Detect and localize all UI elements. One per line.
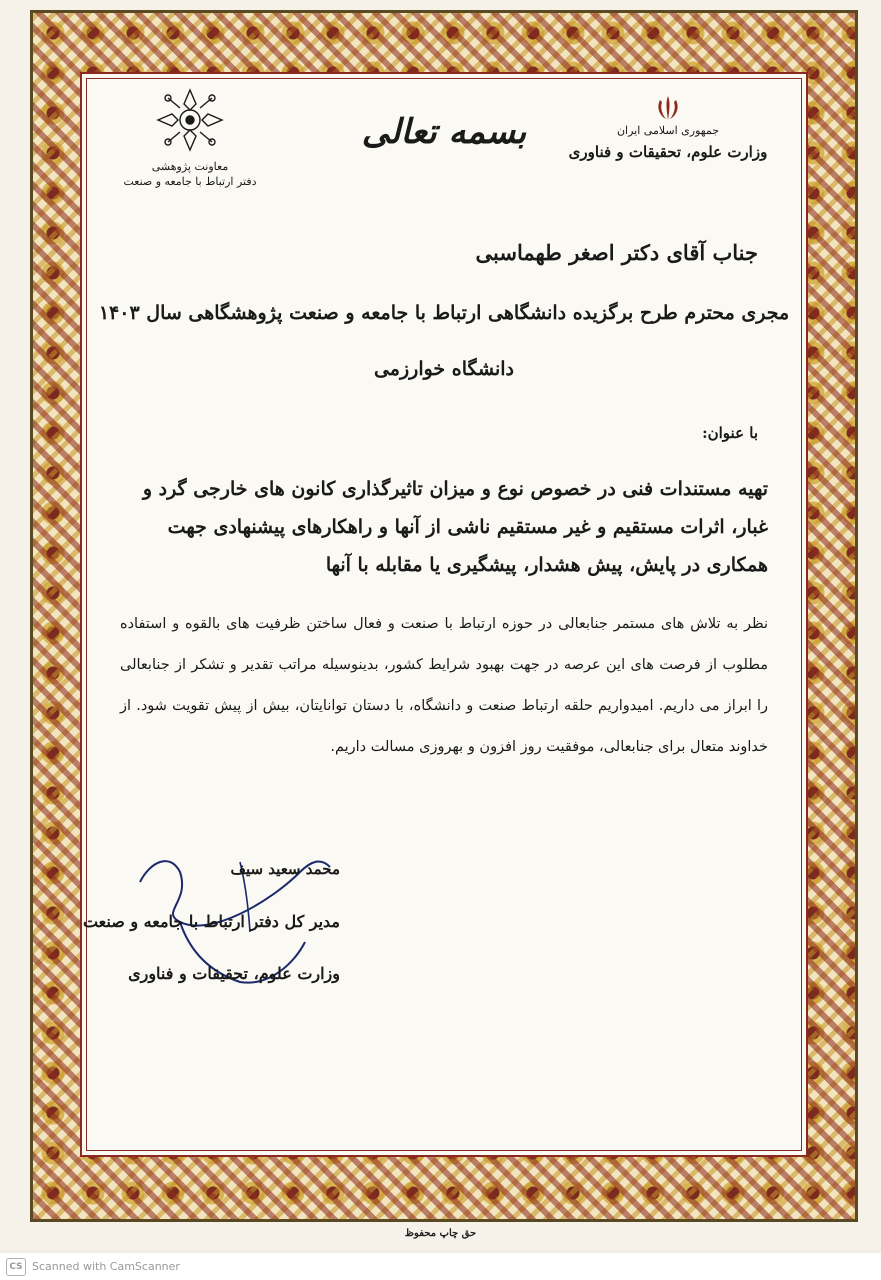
ministry-label: وزارت علوم، تحقیقات و فناوری xyxy=(568,143,768,161)
signer-name: محمد سعید سیف xyxy=(230,860,340,878)
university-name: دانشگاه خوارزمی xyxy=(373,358,515,380)
copyright-note: حق چاپ محفوظ xyxy=(404,1228,477,1239)
signature-block xyxy=(82,842,350,1012)
ornament-emblem-icon xyxy=(150,86,230,154)
deputy-label: معاونت پژوهشی xyxy=(151,160,229,173)
office-header xyxy=(120,86,260,188)
recipient-subtitle: مجری محترم طرح برگزیده دانشگاهی ارتباط با جامعه و صنعت پژوهشگاهی سال ۱۴۰۳ xyxy=(98,302,790,324)
iran-emblem-icon xyxy=(654,94,682,122)
letter-content xyxy=(80,72,808,1157)
recipient-name: جناب آقای دکتر اصغر طهماسبی xyxy=(475,240,758,265)
subject-title: تهیه مستندات فنی در خصوص نوع و میزان تاثیرگذاری کانون های خارجی گرد و غبار، اثرات مستقیم و غیر مستقیم ناشی از آنها و راهکارهای پیشنهادی جهت همکاری در پایش، پیش هشدار، پیشگیری یا مقابله با آنها xyxy=(142,478,768,576)
ministry-header xyxy=(568,94,768,161)
scanner-watermark xyxy=(0,1253,881,1280)
bismillah-title: بسمه تعالی xyxy=(361,112,527,152)
scanner-label: Scanned with CamScanner xyxy=(32,1260,180,1273)
letter-body: نظر به تلاش های مستمر جنابعالی در حوزه ارتباط با صنعت و فعال ساختن ظرفیت های بالقوه و استفاده مطلوب از فرصت های این عرصه در جهت بهبود شرایط کشور، بدینوسیله مراتب تقدیر و تشکر از جنابعالی را ابراز می داریم. امیدواریم حلقه ارتباط صنعت و دانشگاه، با دستان توانایتان، بیش از پیش تقویت شود. از خداوند متعال برای جنابعالی، موفقیت روز افزون و بهروزی مسالت داریم. xyxy=(120,616,768,755)
camscanner-logo-icon: CS xyxy=(6,1258,26,1276)
office-label: دفتر ارتباط با جامعه و صنعت xyxy=(123,175,257,188)
subject-label: با عنوان: xyxy=(702,424,758,442)
republic-label: جمهوری اسلامی ایران xyxy=(616,124,720,137)
signer-organization: وزارت علوم، تحقیقات و فناوری xyxy=(128,964,340,983)
signer-role: مدیر کل دفتر ارتباط با جامعه و صنعت xyxy=(82,912,340,931)
